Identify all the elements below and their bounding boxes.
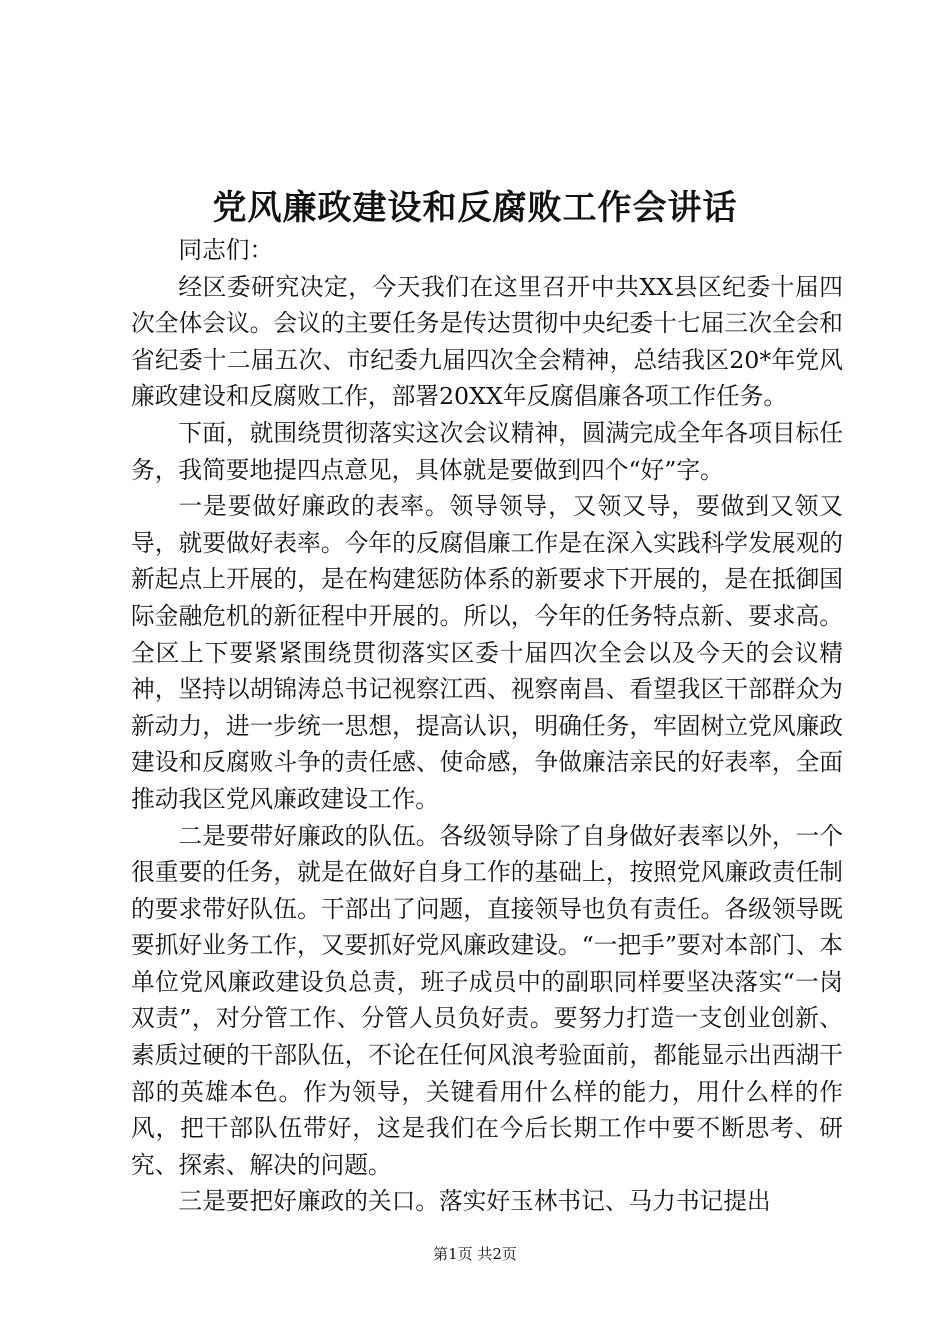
paragraph-overview: 下面，就围绕贯彻落实这次会议精神，圆满完成全年各项目标任务，我简要地提四点意见，具体就是要做到四个“好”字。 (131, 418, 843, 484)
salutation: 同志们： (178, 236, 274, 264)
document-title: 党风廉政建设和反腐败工作会讲话 (212, 188, 738, 228)
document-body (131, 232, 843, 1220)
paragraph-intro: 经区委研究决定，今天我们在这里召开中共XX县区纪委十届四次全体会议。会议的主要任务是传达贯彻中央纪委十七届三次全会和省纪委十二届五次、市纪委九届四次全会精神，总结我区20*年党风廉政建设和反腐败工作，部署20XX年反腐倡廉各项工作任务。 (131, 272, 843, 411)
paragraph-point-two: 二是要带好廉政的队伍。各级领导除了自身做好表率以外，一个很重要的任务，就是在做好自身工作的基础上，按照党风廉政责任制的要求带好队伍。干部出了问题，直接领导也负有责任。各级领导既要抓好业务工作，又要抓好党风廉政建设。“一把手”要对本部门、本单位党风廉政建设负总责，班子成员中的副职同样要坚决落实“一岗双责”，对分管工作、分管人员负好责。要努力打造一支创业创新、素质过硬的干部队伍，不论在任何风浪考验面前，都能显示出西湖干部的英雄本色。作为领导，关键看用什么样的能力，用什么样的作风，把干部队伍带好，这是我们在今后长期工作中要不断思考、研究、探索、解决的问题。 (131, 821, 843, 1179)
page-number-footer: 第1页 共2页 (433, 1245, 517, 1263)
paragraph-point-three: 三是要把好廉政的关口。落实好玉林书记、马力书记提出 (178, 1187, 771, 1216)
paragraph-point-one: 一是要做好廉政的表率。领导领导，又领又导，要做到又领又导，就要做好表率。今年的反腐倡廉工作是在深入实践科学发展观的新起点上开展的，是在构建惩防体系的新要求下开展的，是在抵御国际金融危机的新征程中开展的。所以，今年的任务特点新、要求高。全区上下要紧紧围绕贯彻落实区委十届四次全会以及今天的会议精神，坚持以胡锦涛总书记视察江西、视察南昌、看望我区干部群众为新动力，进一步统一思想，提高认识，明确任务，牢固树立党风廉政建设和反腐败斗争的责任感、使命感，争做廉洁亲民的好表率，全面推动我区党风廉政建设工作。 (131, 492, 843, 813)
